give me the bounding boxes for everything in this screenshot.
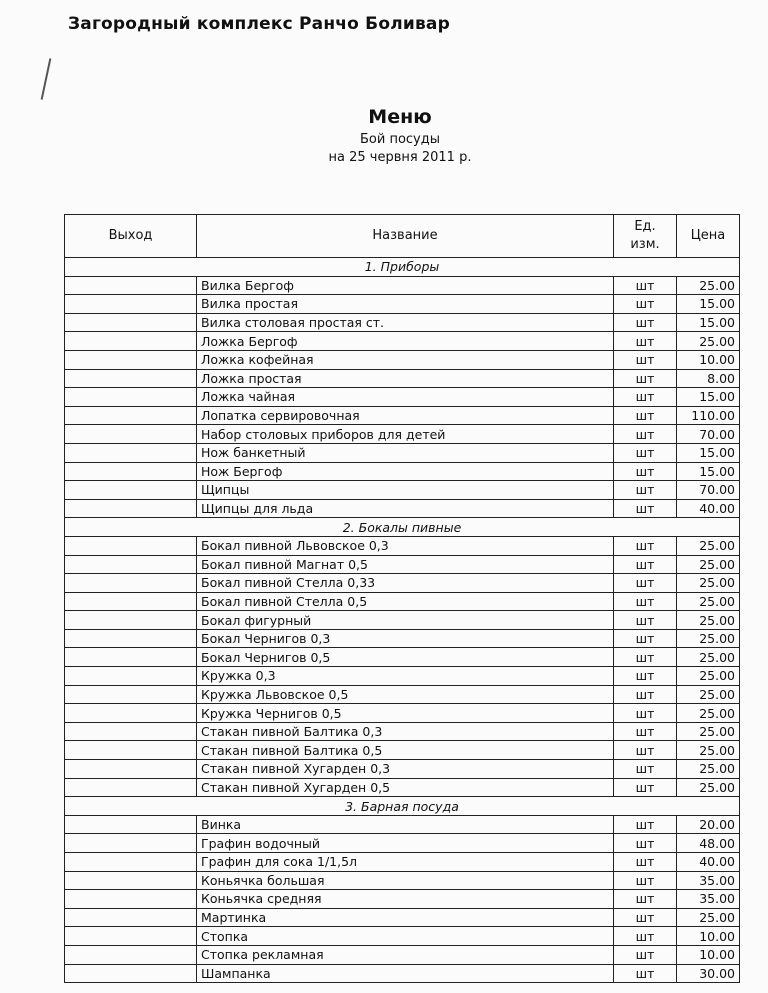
item-price: 48.00 [677,834,740,853]
table-row [65,425,740,444]
item-name: Коньячка средняя [197,890,614,909]
table-row [65,853,740,872]
table-row [65,499,740,518]
exit-cell [65,611,197,630]
exit-cell [65,425,197,444]
item-unit: шт [614,462,677,481]
item-unit: шт [614,406,677,425]
item-price: 25.00 [677,574,740,593]
item-unit: шт [614,481,677,500]
document-subtitle: Бой посуды [360,132,440,147]
exit-cell [65,778,197,797]
item-price: 25.00 [677,704,740,723]
item-name: Нож Бергоф [197,462,614,481]
item-unit: шт [614,574,677,593]
item-name: Ложка Бергоф [197,332,614,351]
exit-cell [65,406,197,425]
item-unit: шт [614,629,677,648]
exit-cell [65,667,197,686]
table-row [65,276,740,295]
exit-cell [65,388,197,407]
item-price: 25.00 [677,760,740,779]
table-row [65,778,740,797]
item-name: Нож банкетный [197,443,614,462]
exit-cell [65,443,197,462]
table-row [65,574,740,593]
item-price: 35.00 [677,871,740,890]
item-unit: шт [614,648,677,667]
item-name: Вилка Бергоф [197,276,614,295]
header-price: Цена [677,215,740,258]
item-price: 25.00 [677,778,740,797]
exit-cell [65,499,197,518]
item-name: Бокал пивной Львовское 0,3 [197,536,614,555]
table-header-row [65,215,740,258]
exit-cell [65,890,197,909]
table-row [65,592,740,611]
table-row [65,295,740,314]
item-name: Стакан пивной Балтика 0,3 [197,722,614,741]
item-price: 25.00 [677,667,740,686]
item-unit: шт [614,499,677,518]
table-row [65,536,740,555]
item-name: Ложка кофейная [197,350,614,369]
item-name: Кружка Львовское 0,5 [197,685,614,704]
exit-cell [65,332,197,351]
table-row [65,648,740,667]
item-unit: шт [614,350,677,369]
item-unit: шт [614,778,677,797]
item-price: 15.00 [677,313,740,332]
table-row [65,760,740,779]
exit-cell [65,592,197,611]
item-unit: шт [614,592,677,611]
exit-cell [65,760,197,779]
item-price: 40.00 [677,853,740,872]
table-row [65,481,740,500]
item-unit: шт [614,536,677,555]
item-unit: шт [614,369,677,388]
item-price: 25.00 [677,555,740,574]
item-unit: шт [614,295,677,314]
item-unit: шт [614,425,677,444]
item-unit: шт [614,276,677,295]
company-name: Загородный комплекс Ранчо Боливар [68,14,450,34]
item-name: Бокал фигурный [197,611,614,630]
table-row [65,871,740,890]
section-row [65,797,740,816]
exit-cell [65,815,197,834]
item-price: 70.00 [677,481,740,500]
item-name: Набор столовых приборов для детей [197,425,614,444]
item-name: Бокал пивной Магнат 0,5 [197,555,614,574]
item-price: 25.00 [677,332,740,351]
item-unit: шт [614,388,677,407]
table-row [65,890,740,909]
table-row [65,388,740,407]
item-price: 30.00 [677,964,740,983]
item-unit: шт [614,611,677,630]
item-price: 25.00 [677,722,740,741]
exit-cell [65,853,197,872]
exit-cell [65,871,197,890]
exit-cell [65,369,197,388]
menu-table [64,214,740,983]
table-row [65,704,740,723]
pen-mark [41,58,52,99]
item-name: Кружка Чернигов 0,5 [197,704,614,723]
item-unit: шт [614,555,677,574]
exit-cell [65,648,197,667]
item-name: Винка [197,815,614,834]
item-price: 8.00 [677,369,740,388]
item-name: Щипцы для льда [197,499,614,518]
item-name: Ложка чайная [197,388,614,407]
item-unit: шт [614,685,677,704]
item-price: 25.00 [677,685,740,704]
section-title: 1. Приборы [65,258,740,277]
table-row [65,908,740,927]
table-row [65,834,740,853]
table-row [65,555,740,574]
section-title: 3. Барная посуда [65,797,740,816]
item-name: Стакан пивной Хугарден 0,3 [197,760,614,779]
item-name: Мартинка [197,908,614,927]
table-row [65,313,740,332]
item-price: 15.00 [677,462,740,481]
item-name: Бокал Чернигов 0,5 [197,648,614,667]
item-price: 20.00 [677,815,740,834]
section-title: 2. Бокалы пивные [65,518,740,537]
item-name: Графин для сока 1/1,5л [197,853,614,872]
item-name: Стакан пивной Хугарден 0,5 [197,778,614,797]
item-price: 25.00 [677,276,740,295]
item-unit: шт [614,908,677,927]
item-name: Ложка простая [197,369,614,388]
item-price: 25.00 [677,536,740,555]
item-price: 25.00 [677,629,740,648]
exit-cell [65,945,197,964]
table-row [65,815,740,834]
item-unit: шт [614,332,677,351]
item-unit: шт [614,313,677,332]
item-unit: шт [614,815,677,834]
item-name: Бокал пивной Стелла 0,5 [197,592,614,611]
exit-cell [65,741,197,760]
table-row [65,462,740,481]
item-unit: шт [614,927,677,946]
item-name: Шампанка [197,964,614,983]
item-name: Коньячка большая [197,871,614,890]
item-unit: шт [614,704,677,723]
item-price: 10.00 [677,927,740,946]
exit-cell [65,481,197,500]
exit-cell [65,555,197,574]
item-unit: шт [614,760,677,779]
item-name: Бокал Чернигов 0,3 [197,629,614,648]
exit-cell [65,462,197,481]
header-exit: Выход [65,215,197,258]
item-price: 110.00 [677,406,740,425]
item-name: Стопка [197,927,614,946]
item-price: 10.00 [677,350,740,369]
item-name: Бокал пивной Стелла 0,33 [197,574,614,593]
exit-cell [65,704,197,723]
menu-table-body [65,258,740,983]
exit-cell [65,574,197,593]
exit-cell [65,927,197,946]
exit-cell [65,908,197,927]
table-row [65,350,740,369]
exit-cell [65,722,197,741]
item-unit: шт [614,890,677,909]
item-name: Щипцы [197,481,614,500]
item-price: 25.00 [677,648,740,667]
header-name: Название [197,215,614,258]
table-row [65,964,740,983]
section-row [65,258,740,277]
item-price: 10.00 [677,945,740,964]
item-name: Стакан пивной Балтика 0,5 [197,741,614,760]
table-row [65,611,740,630]
exit-cell [65,350,197,369]
table-row [65,685,740,704]
table-row [65,927,740,946]
item-price: 35.00 [677,890,740,909]
item-price: 25.00 [677,592,740,611]
table-row [65,741,740,760]
item-price: 25.00 [677,741,740,760]
item-unit: шт [614,964,677,983]
table-row [65,629,740,648]
item-unit: шт [614,443,677,462]
table-row [65,722,740,741]
exit-cell [65,313,197,332]
section-row [65,518,740,537]
item-unit: шт [614,853,677,872]
item-name: Лопатка сервировочная [197,406,614,425]
item-name: Вилка столовая простая ст. [197,313,614,332]
item-unit: шт [614,722,677,741]
table-row [65,667,740,686]
table-row [65,369,740,388]
exit-cell [65,964,197,983]
item-price: 70.00 [677,425,740,444]
exit-cell [65,834,197,853]
table-row [65,945,740,964]
item-price: 25.00 [677,908,740,927]
exit-cell [65,295,197,314]
item-unit: шт [614,741,677,760]
table-row [65,332,740,351]
exit-cell [65,536,197,555]
item-unit: шт [614,834,677,853]
document-title: Меню [368,106,432,128]
item-price: 25.00 [677,611,740,630]
item-unit: шт [614,871,677,890]
table-row [65,406,740,425]
exit-cell [65,685,197,704]
item-price: 15.00 [677,443,740,462]
item-name: Графин водочный [197,834,614,853]
header-unit: Ед. изм. [614,215,677,258]
item-price: 40.00 [677,499,740,518]
item-unit: шт [614,945,677,964]
exit-cell [65,629,197,648]
item-price: 15.00 [677,388,740,407]
item-name: Вилка простая [197,295,614,314]
item-name: Кружка 0,3 [197,667,614,686]
table-row [65,443,740,462]
document-date: на 25 червня 2011 р. [328,150,472,165]
item-price: 15.00 [677,295,740,314]
exit-cell [65,276,197,295]
item-unit: шт [614,667,677,686]
item-name: Стопка рекламная [197,945,614,964]
